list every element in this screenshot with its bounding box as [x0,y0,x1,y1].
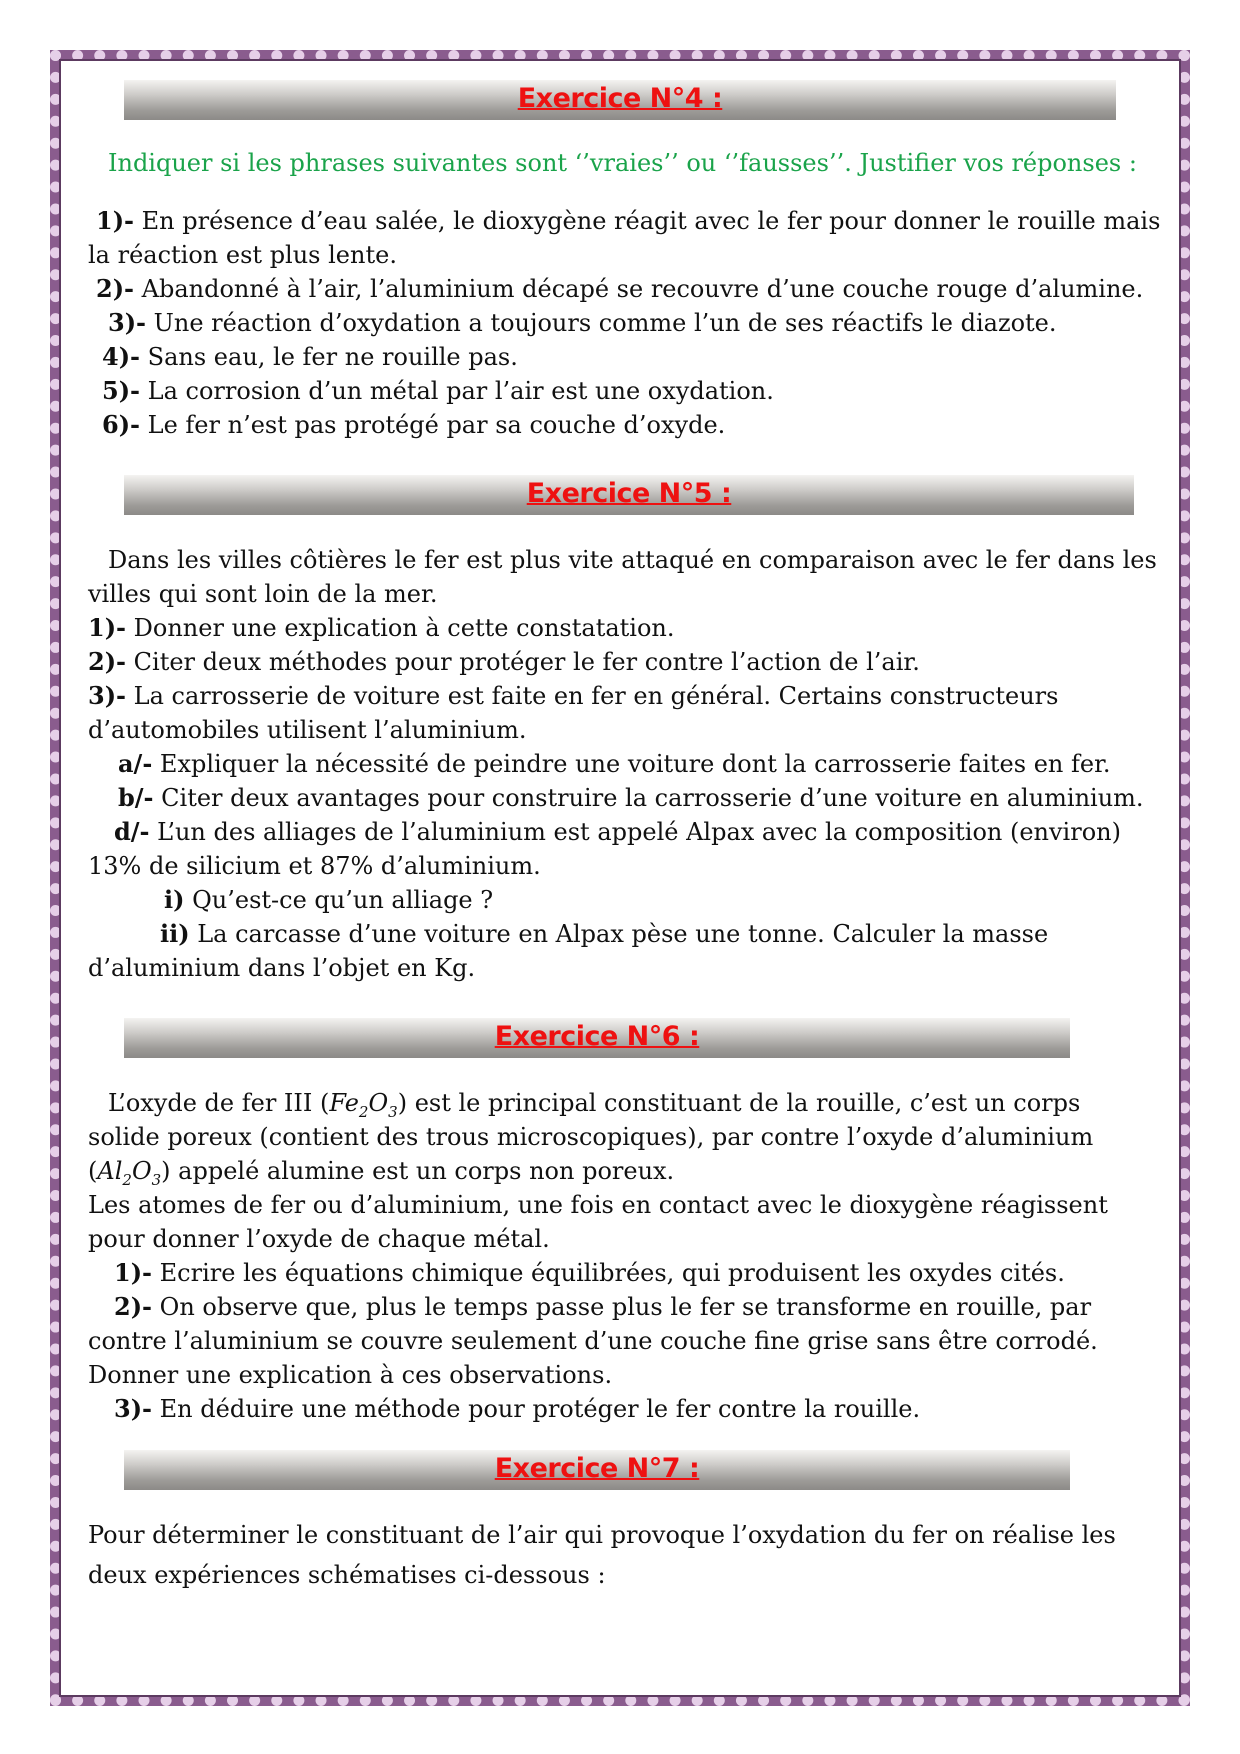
formula-part: Al [97,1157,123,1185]
line-text: villes qui sont loin de la mer. [88,580,438,608]
line-text: La carrosserie de voiture est faite en fer en général. Certains constructeurs [133,682,1059,710]
ex4-item-1 [96,204,1160,238]
item-number: 3)- [88,681,127,710]
ex4-item-1-cont [88,238,397,272]
formula-subscript: 3 [388,1102,398,1121]
item-number: 2)- [88,647,127,676]
formula-subscript: 2 [122,1170,132,1189]
line-text: Citer deux méthodes pour protéger le fer contre l’action de l’air. [133,648,920,676]
ex5-line-1 [108,543,1157,577]
ex5-line-2 [88,577,437,611]
exercise-4-instruction: Indiquer si les phrases suivantes sont ‘’vraies’’ ou ‘’fausses’’. Justifier vos réponses : [108,149,1137,177]
formula-part: O [368,1089,389,1117]
item-text: Le fer n’est pas protégé par sa couche d’oxyde. [147,411,726,439]
ex5-q3d-cont [88,849,541,883]
item-number: 1)- [88,613,127,642]
line-text: ( [88,1157,98,1185]
line-text: Donner une explication à ces observations. [88,1361,613,1389]
ex4-item-6 [102,408,725,442]
ex6-q3 [114,1392,920,1426]
item-text: la réaction est plus lente. [88,241,397,269]
line-text: Citer deux avantages pour construire la carrosserie d’une voiture en aluminium. [161,784,1144,812]
item-number: i) [164,885,185,914]
formula-subscript: 2 [358,1102,369,1121]
formula-subscript: 3 [151,1170,162,1189]
ex5-q3a [118,747,1111,781]
ex7-line-1: Pour déterminer le constituant de l’air qui provoque l’oxydation du fer on réalise les [88,1521,1116,1549]
ex5-q3 [88,679,1058,713]
ex6-q2-cont2 [88,1358,612,1392]
exercise-5-header [124,475,1134,515]
line-text: ) est le principal constituant de la rouille, c’est un corps [397,1089,1081,1117]
item-number: ii) [160,919,190,948]
line-text: Qu’est-ce qu’un alliage ? [192,886,494,914]
item-number: 3)- [114,1394,153,1423]
exercise-7-title: Exercice N°7 : [494,1453,700,1484]
line-text: solide poreux (contient des trous microscopiques), par contre l’oxyde d’aluminium [88,1123,1094,1151]
ex4-item-3 [108,306,1057,340]
ex6-line-2 [88,1120,1093,1154]
line-text: La carcasse d’une voiture en Alpax pèse une tonne. Calculer la masse [197,920,1049,948]
item-text: La corrosion d’un métal par l’air est une oxydation. [147,377,774,405]
item-text: Abandonné à l’air, l’aluminium décapé se recouvre d’une couche rouge d’alumine. [141,275,1144,303]
formula-fe2o3 [329,1089,398,1121]
exercise-4-header [124,80,1116,120]
item-number: b/- [118,783,154,812]
item-number: 2)- [96,274,135,303]
line-text: En déduire une méthode pour protéger le fer contre la rouille. [159,1395,921,1423]
ex7-line-2: deux expériences schématises ci-dessous : [88,1561,606,1589]
line-text: L’oxyde de fer III ( [108,1089,330,1117]
item-number: 5)- [102,376,141,405]
formula-part: O [131,1157,152,1185]
ex5-q3d-i [164,883,493,917]
item-number: 1)- [96,206,135,235]
line-text: d’automobiles utilisent l’aluminium. [88,716,527,744]
line-text: pour donner l’oxyde de chaque métal. [88,1225,550,1253]
item-number: 4)- [102,342,141,371]
ex6-q1 [114,1256,1065,1290]
ex5-q3-cont [88,713,526,747]
ex4-item-4 [102,340,518,374]
formula-part: Fe [329,1089,359,1117]
line-text: d’aluminium dans l’objet en Kg. [88,954,476,982]
exercise-5-title: Exercice N°5 : [526,478,732,509]
item-number: d/- [114,817,150,846]
ex4-item-5 [102,374,774,408]
exercise-6-header [124,1018,1070,1058]
item-number: 1)- [114,1258,153,1287]
ex5-q1 [88,611,675,645]
formula-al2o3 [97,1157,162,1189]
exercise-4-title: Exercice N°4 : [517,83,723,114]
item-number: 3)- [108,308,147,337]
line-text: contre l’aluminium se couvre seulement d’une couche fine grise sans être corrodé. [88,1327,1098,1355]
line-text: Ecrire les équations chimique équilibrées, qui produisent les oxydes cités. [159,1259,1065,1287]
ex5-q3d [114,815,1121,849]
item-number: 6)- [102,410,141,439]
line-text: Dans les villes côtières le fer est plus vite attaqué en comparaison avec le fer dans les [108,546,1157,574]
ex6-line-5 [88,1222,550,1256]
exercise-6-title: Exercice N°6 : [494,1021,700,1052]
line-text: ) appelé alumine est un corps non poreux. [161,1157,675,1185]
ex6-q2 [114,1290,1091,1324]
line-text: L’un des alliages de l’aluminium est appelé Alpax avec la composition (environ) [157,818,1121,846]
line-text: 13% de silicium et 87% d’aluminium. [88,852,541,880]
line-text: Expliquer la nécessité de peindre une voiture dont la carrosserie faites en fer. [159,750,1111,778]
ex5-q2 [88,645,920,679]
ex4-item-2 [96,272,1143,306]
item-number: 2)- [114,1292,153,1321]
line-text: On observe que, plus le temps passe plus le fer se transforme en rouille, par [159,1293,1092,1321]
ex5-q3d-ii [160,917,1048,951]
ex6-q2-cont [88,1324,1098,1358]
line-text: Donner une explication à cette constatation. [133,614,675,642]
ex6-line-4 [88,1188,1108,1222]
exercise-7-header [124,1450,1070,1490]
item-text: Sans eau, le fer ne rouille pas. [147,343,518,371]
ex5-q3b [118,781,1144,815]
line-text: Les atomes de fer ou d’aluminium, une fois en contact avec le dioxygène réagissent [88,1191,1108,1219]
item-number: a/- [118,749,153,778]
item-text: En présence d’eau salée, le dioxygène réagit avec le fer pour donner le rouille mais [141,207,1161,235]
ex5-q3d-ii-cont [88,951,475,985]
item-text: Une réaction d’oxydation a toujours comme l’un de ses réactifs le diazote. [153,309,1057,337]
